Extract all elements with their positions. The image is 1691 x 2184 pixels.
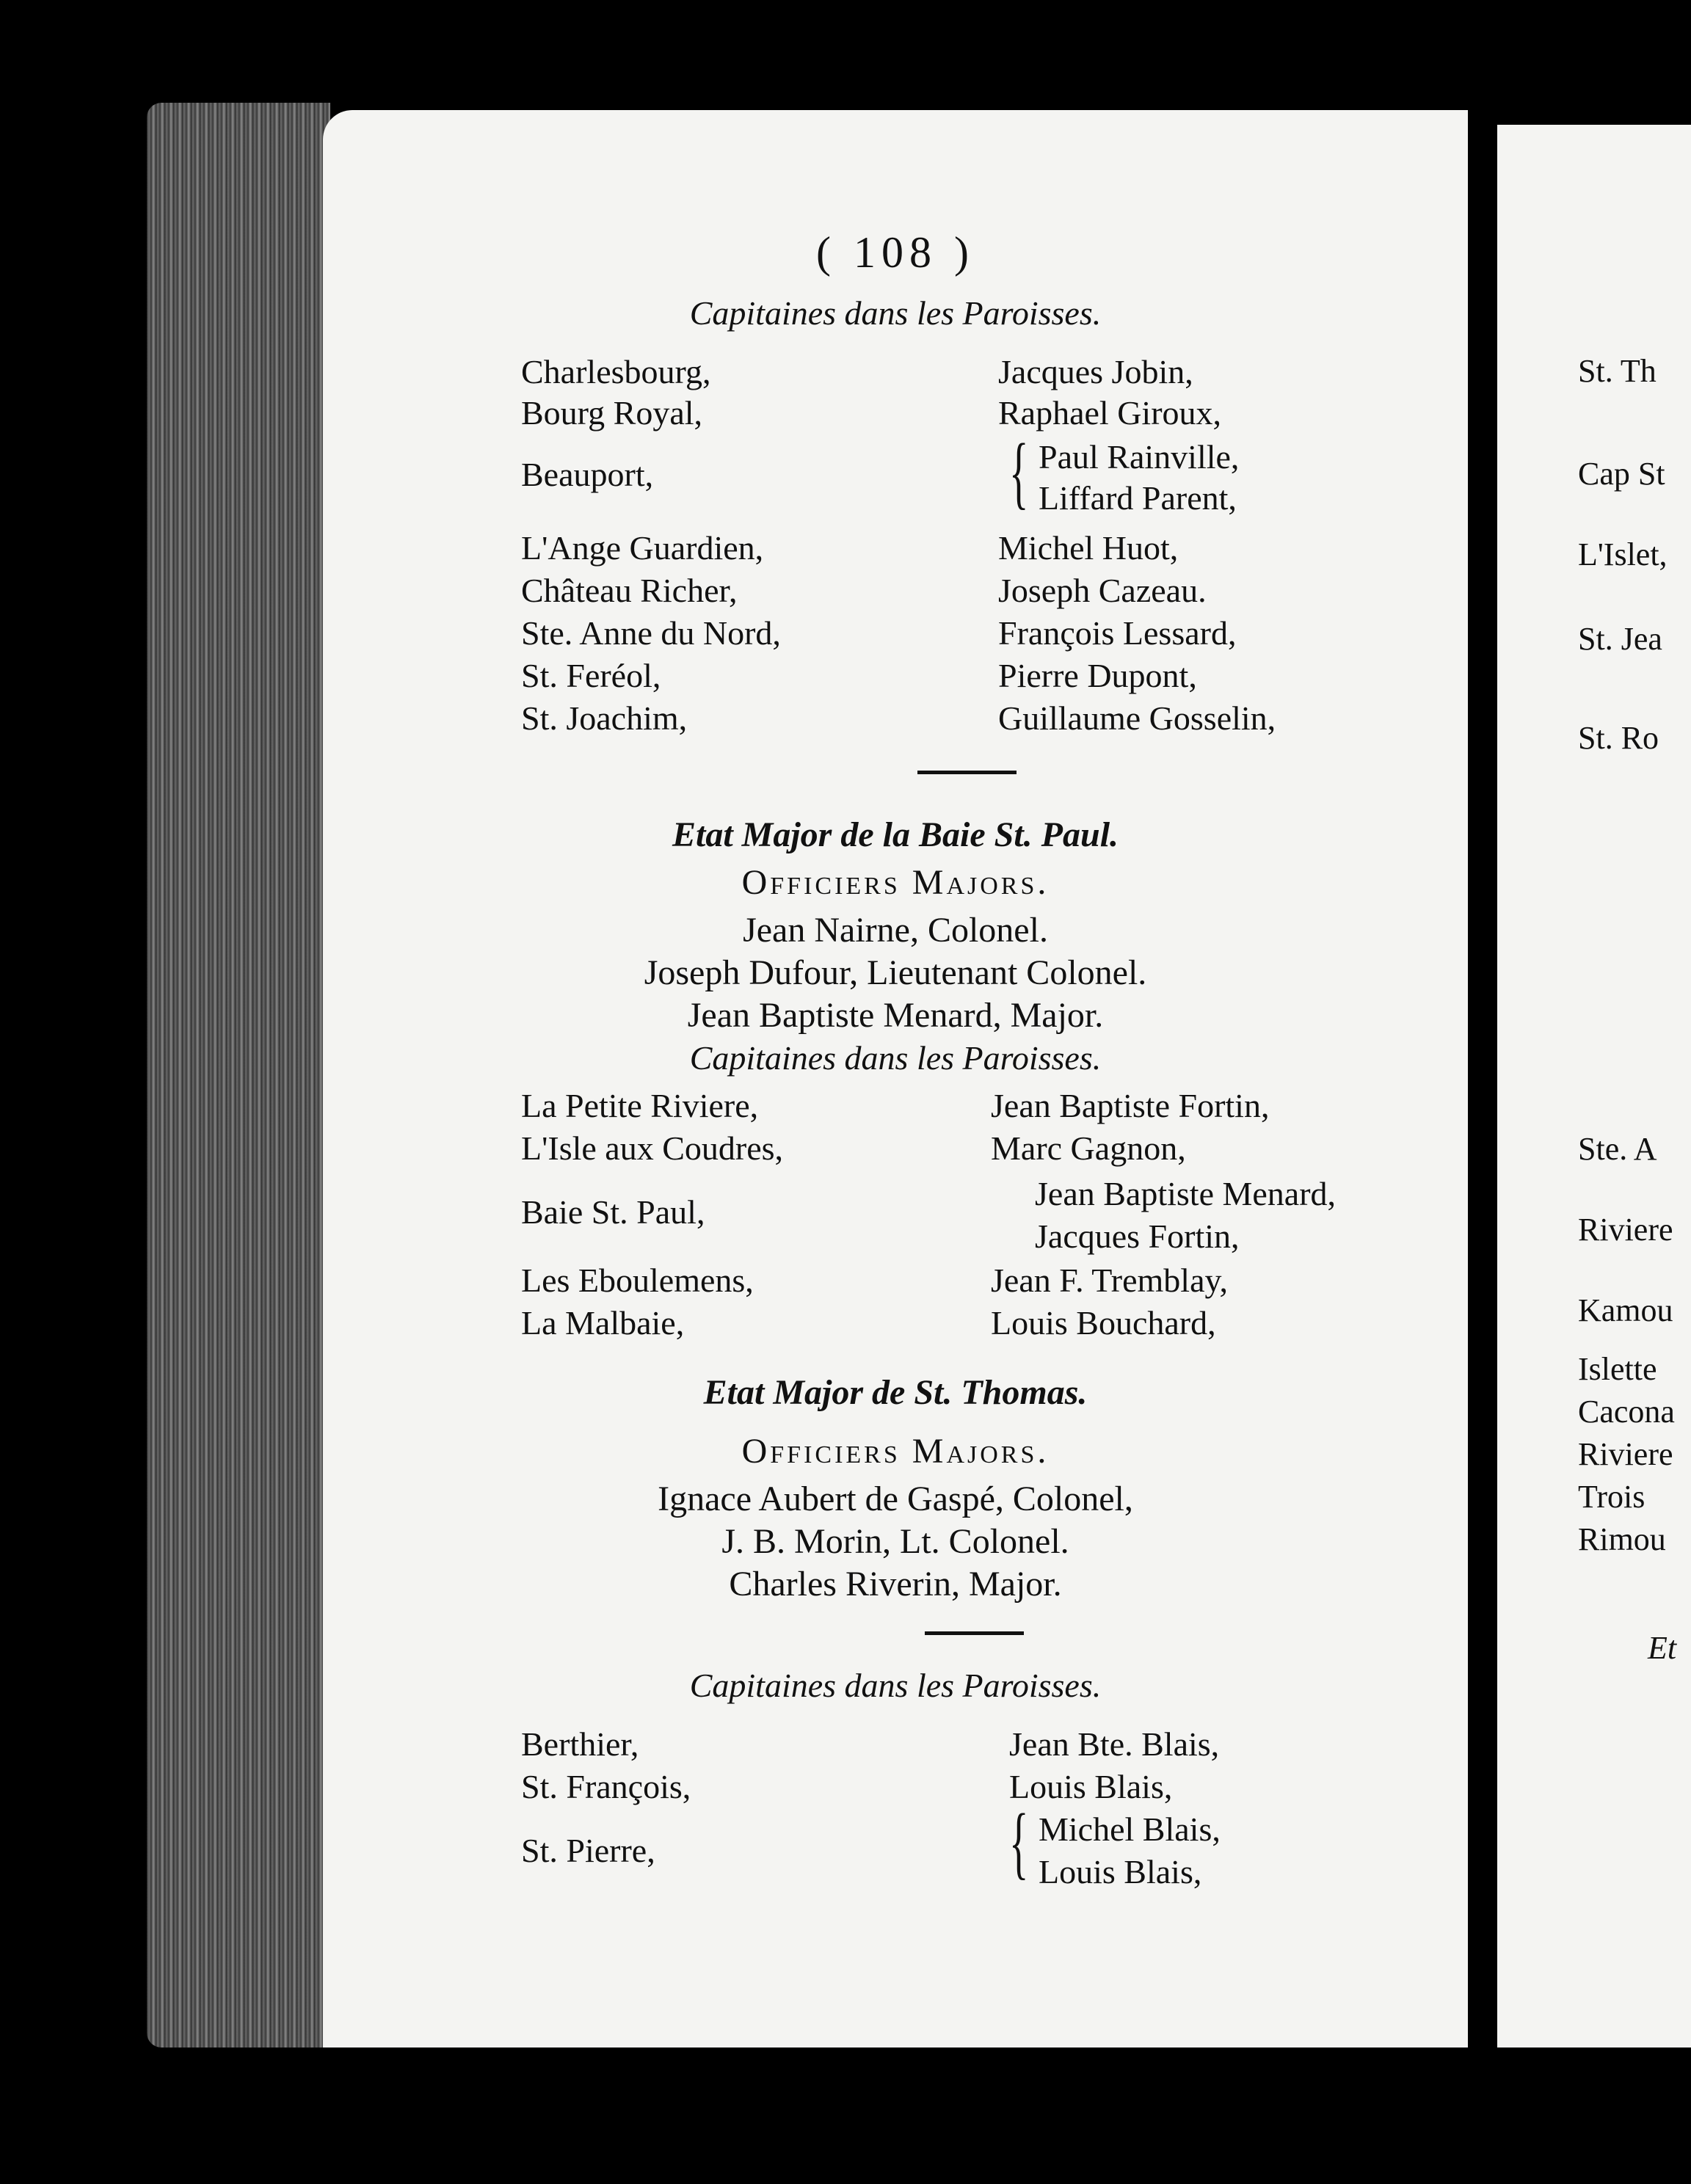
section1-heading: Capitaines dans les Paroisses. xyxy=(689,294,1102,332)
brace-icon: { xyxy=(1009,427,1029,517)
section2-subtitle: Officiers Majors. xyxy=(741,863,1050,902)
officer-line: Jean Baptiste Menard, Major. xyxy=(687,996,1104,1035)
right-page-text: Kamou xyxy=(1578,1292,1673,1328)
section-divider xyxy=(925,1631,1024,1635)
brace-icon: { xyxy=(1009,1797,1029,1887)
right-page-text: Rimou xyxy=(1578,1521,1666,1557)
section2-heading: Capitaines dans les Paroisses. xyxy=(689,1039,1102,1077)
parish-name: Ste. Anne du Nord, xyxy=(521,614,781,652)
right-page-text: Trois xyxy=(1578,1479,1645,1515)
section-divider xyxy=(917,771,1017,774)
page-number: ( 108 ) xyxy=(816,228,975,277)
parish-name: St. François, xyxy=(521,1768,691,1805)
right-page-text: Et xyxy=(1648,1630,1677,1666)
right-page-text: Islette xyxy=(1578,1351,1657,1387)
right-page-text: St. Jea xyxy=(1578,621,1662,657)
captain-name: Jean Baptiste Fortin, xyxy=(991,1087,1270,1124)
parish-name: Berthier, xyxy=(521,1725,639,1763)
captain-name: Louis Blais, xyxy=(1009,1768,1173,1805)
right-page-text: Cacona xyxy=(1578,1394,1675,1430)
parish-name: St. Pierre, xyxy=(521,1832,655,1869)
parish-name: L'Ange Guardien, xyxy=(521,529,764,567)
officer-line: Ignace Aubert de Gaspé, Colonel, xyxy=(658,1479,1133,1518)
captain-name: Liffard Parent, xyxy=(1039,479,1237,517)
officer-line: J. B. Morin, Lt. Colonel. xyxy=(721,1522,1069,1561)
captain-name: François Lessard, xyxy=(998,614,1237,652)
section3-heading: Capitaines dans les Paroisses. xyxy=(689,1667,1102,1704)
parish-name: St. Joachim, xyxy=(521,699,688,737)
parish-name: Baie St. Paul, xyxy=(521,1193,705,1231)
captain-name: Jean F. Tremblay, xyxy=(991,1262,1229,1299)
book-page-edges xyxy=(147,103,330,2048)
captain-name: Marc Gagnon, xyxy=(991,1129,1186,1167)
captain-name: Jean Bte. Blais, xyxy=(1009,1725,1220,1763)
right-page-fragment xyxy=(1497,125,1691,2048)
captain-name: Paul Rainville, xyxy=(1039,438,1240,476)
parish-name: La Malbaie, xyxy=(521,1304,685,1342)
captain-name: Louis Blais, xyxy=(1039,1853,1202,1890)
parish-name: La Petite Riviere, xyxy=(521,1087,759,1124)
right-page-text: L'Islet, xyxy=(1578,536,1668,572)
parish-name: Charlesbourg, xyxy=(521,353,711,390)
captain-name: Raphael Giroux, xyxy=(998,394,1222,432)
parish-name: Les Eboulemens, xyxy=(521,1262,754,1299)
section3-title: Etat Major de St. Thomas. xyxy=(703,1373,1088,1412)
captain-name: Jean Baptiste Menard, xyxy=(1035,1175,1337,1212)
captain-name: Louis Bouchard, xyxy=(991,1304,1216,1342)
parish-name: Château Richer, xyxy=(521,572,738,609)
officer-line: Charles Riverin, Major. xyxy=(729,1565,1062,1604)
parish-name: Bourg Royal, xyxy=(521,394,703,432)
captain-name: Pierre Dupont, xyxy=(998,657,1197,694)
right-page-text: St. Th xyxy=(1578,353,1657,389)
parish-name: St. Feréol, xyxy=(521,657,661,694)
officer-line: Jean Nairne, Colonel. xyxy=(743,911,1048,950)
parish-name: L'Isle aux Coudres, xyxy=(521,1129,784,1167)
section3-subtitle: Officiers Majors. xyxy=(741,1432,1050,1471)
right-page-text: Ste. A xyxy=(1578,1131,1657,1167)
right-page-text: Riviere xyxy=(1578,1436,1673,1472)
captain-name: Michel Huot, xyxy=(998,529,1179,567)
captain-name: Michel Blais, xyxy=(1039,1810,1221,1848)
right-page-text: Riviere xyxy=(1578,1212,1673,1248)
captain-name: Joseph Cazeau. xyxy=(998,572,1207,609)
officer-line: Joseph Dufour, Lieutenant Colonel. xyxy=(644,953,1147,992)
captain-name: Guillaume Gosselin, xyxy=(998,699,1276,737)
right-page-text: St. Ro xyxy=(1578,720,1659,756)
captain-name: Jacques Fortin, xyxy=(1035,1217,1240,1255)
left-page xyxy=(323,110,1468,2048)
captain-name: Jacques Jobin, xyxy=(998,353,1193,390)
right-page-text: Cap St xyxy=(1578,456,1665,492)
parish-name: Beauport, xyxy=(521,456,654,493)
section2-title: Etat Major de la Baie St. Paul. xyxy=(672,815,1119,854)
